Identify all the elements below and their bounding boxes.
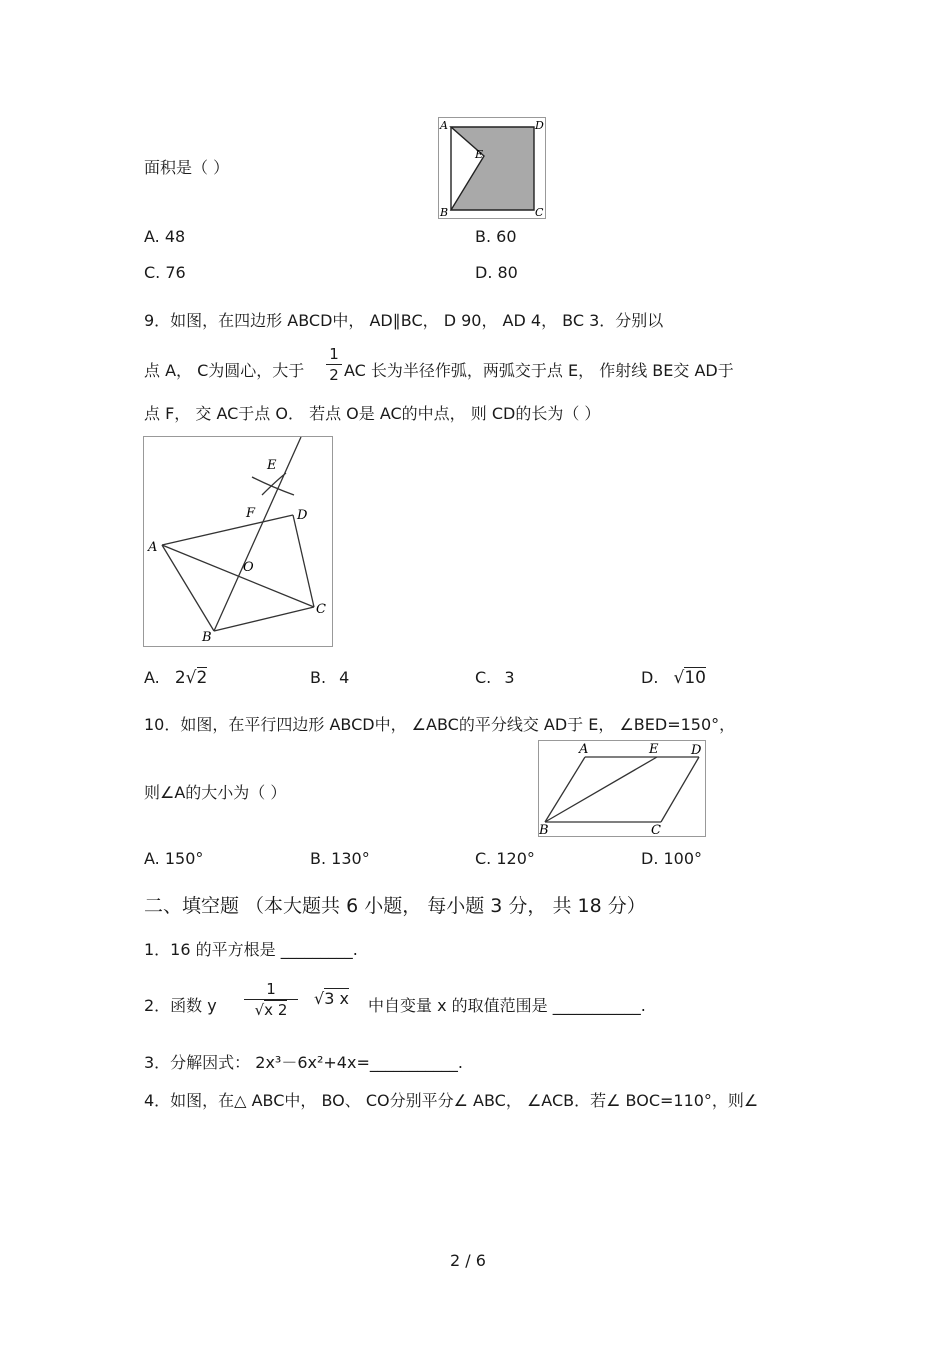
fill-q4: 4．如图，在△ ABC中， BO、 CO分别平分∠ ABC， ∠ACB．若∠ BOC=110°，则∠	[144, 1091, 759, 1110]
q9-label-o: O	[243, 560, 254, 575]
q9-label-a: A	[148, 540, 158, 555]
q9-option-a	[144, 668, 207, 688]
fraction-denominator	[244, 1001, 298, 1019]
radicand: 3 x	[324, 989, 349, 1008]
q10-option-c	[475, 849, 535, 868]
radical-sign-icon: √	[673, 668, 685, 688]
q9-arc-1	[252, 477, 294, 495]
option-letter: B.	[310, 849, 327, 868]
q8-option-d	[475, 263, 518, 282]
q8-label-d: D	[535, 119, 544, 132]
q9-side-dc	[293, 515, 314, 607]
option-letter: D.	[641, 849, 659, 868]
q8-option-b	[475, 227, 517, 246]
q9-ray-be	[214, 437, 301, 631]
q9-label-e: E	[267, 458, 277, 473]
q10-option-a	[144, 849, 203, 868]
q10-line-1: 10．如图，在平行四边形 ABCD中， ∠ABC的平分线交 AD于 E， ∠BED=150°，	[144, 715, 736, 734]
option-letter: A.	[144, 849, 160, 868]
q8-shaded-region	[451, 127, 534, 210]
q9-side-cb	[214, 607, 314, 631]
q10-bisector-be	[545, 757, 657, 822]
option-radicand: 2	[196, 668, 208, 688]
fill-q2-radical	[314, 989, 349, 1008]
q9-label-c: C	[316, 602, 326, 617]
q8-stem-tail: 面积是（ ）	[144, 158, 230, 177]
fill-q2-fraction	[244, 980, 298, 1019]
option-letter: C.	[144, 263, 161, 282]
fraction-denominator: 2	[329, 366, 339, 384]
q9-label-b: B	[202, 630, 212, 645]
q9-option-c	[475, 668, 515, 687]
q9-line-2-pre: 点 A， C为圆心，大于	[144, 361, 305, 380]
q8-label-c: C	[535, 206, 544, 218]
q10-side-dc	[661, 757, 699, 822]
q8-label-a: A	[440, 119, 448, 132]
option-coefficient: 2	[174, 668, 186, 688]
option-text: 76	[165, 263, 186, 282]
option-text: 80	[497, 263, 518, 282]
option-letter: A.	[144, 227, 160, 246]
q10-side-ba	[545, 757, 585, 822]
q9-line-2-post: AC 长为半径作弧，两弧交于点 E， 作射线 BE交 AD于	[344, 361, 734, 380]
q9-figure	[143, 436, 333, 647]
option-text: 130°	[331, 849, 370, 868]
option-letter: B.	[310, 668, 327, 687]
q10-label-a: A	[579, 742, 589, 757]
option-letter: B.	[475, 227, 492, 246]
fill-q2-post: 中自变量 x 的取值范围是 ___________.	[368, 996, 646, 1015]
q9-label-d: D	[297, 508, 308, 523]
q10-figure-svg	[539, 741, 705, 836]
option-text: 150°	[164, 849, 204, 868]
fill-q3: 3．分解因式： 2x³－6x²+4x=___________.	[144, 1053, 463, 1072]
radical-sign-icon: √	[254, 1001, 265, 1019]
option-letter: D.	[475, 263, 493, 282]
radicand: x 2	[264, 1001, 288, 1019]
q8-label-b: B	[440, 206, 449, 218]
q8-option-c	[144, 263, 186, 282]
q8-option-a	[144, 227, 185, 246]
q10-label-e: E	[649, 742, 659, 757]
option-text: 120°	[496, 849, 535, 868]
option-text: 100°	[663, 849, 703, 868]
fill-q1: 1．16 的平方根是 _________.	[144, 940, 358, 959]
section-2-title: 二、填空题 （本大题共 6 小题， 每小题 3 分， 共 18 分）	[144, 895, 646, 917]
option-letter: C.	[475, 849, 492, 868]
q10-option-b	[310, 849, 370, 868]
q10-label-b: B	[539, 823, 549, 836]
fraction-numerator: 1	[266, 980, 276, 998]
option-text: 4	[339, 668, 350, 687]
q10-figure	[538, 740, 706, 837]
q8-label-e: E	[475, 148, 484, 161]
q9-side-ba	[162, 545, 214, 631]
page-number: 2 / 6	[450, 1251, 486, 1270]
q8-figure	[438, 117, 546, 219]
option-text: 60	[496, 227, 517, 246]
option-letter: D.	[641, 668, 659, 687]
radical-sign-icon: √	[314, 989, 325, 1008]
q10-label-d: D	[691, 743, 702, 758]
q9-option-d	[641, 668, 706, 688]
q9-figure-svg	[144, 437, 332, 646]
option-letter: C.	[475, 668, 492, 687]
q10-label-c: C	[651, 823, 661, 836]
q9-fraction	[326, 345, 342, 384]
option-radicand: 10	[684, 668, 706, 688]
fill-q2-pre: 2．函数 y	[144, 996, 217, 1015]
option-text: 3	[504, 668, 515, 687]
q9-label-f: F	[246, 506, 256, 521]
radical-sign-icon: √	[185, 668, 197, 688]
option-text: 48	[164, 227, 186, 246]
fraction-bar	[326, 364, 342, 365]
q9-line-1: 9．如图，在四边形 ABCD中， AD∥BC， D 90， AD 4， BC 3．分别以	[144, 311, 664, 330]
q10-line-2: 则∠A的大小为（ ）	[144, 783, 287, 802]
q10-option-d	[641, 849, 702, 868]
q9-option-b	[310, 668, 349, 687]
q9-line-3: 点 F， 交 AC于点 O． 若点 O是 AC的中点， 则 CD的长为（ ）	[144, 404, 601, 423]
fraction-numerator: 1	[329, 345, 339, 363]
option-letter: A.	[144, 668, 160, 687]
q8-figure-svg	[439, 118, 545, 218]
q9-side-ad	[162, 515, 293, 545]
